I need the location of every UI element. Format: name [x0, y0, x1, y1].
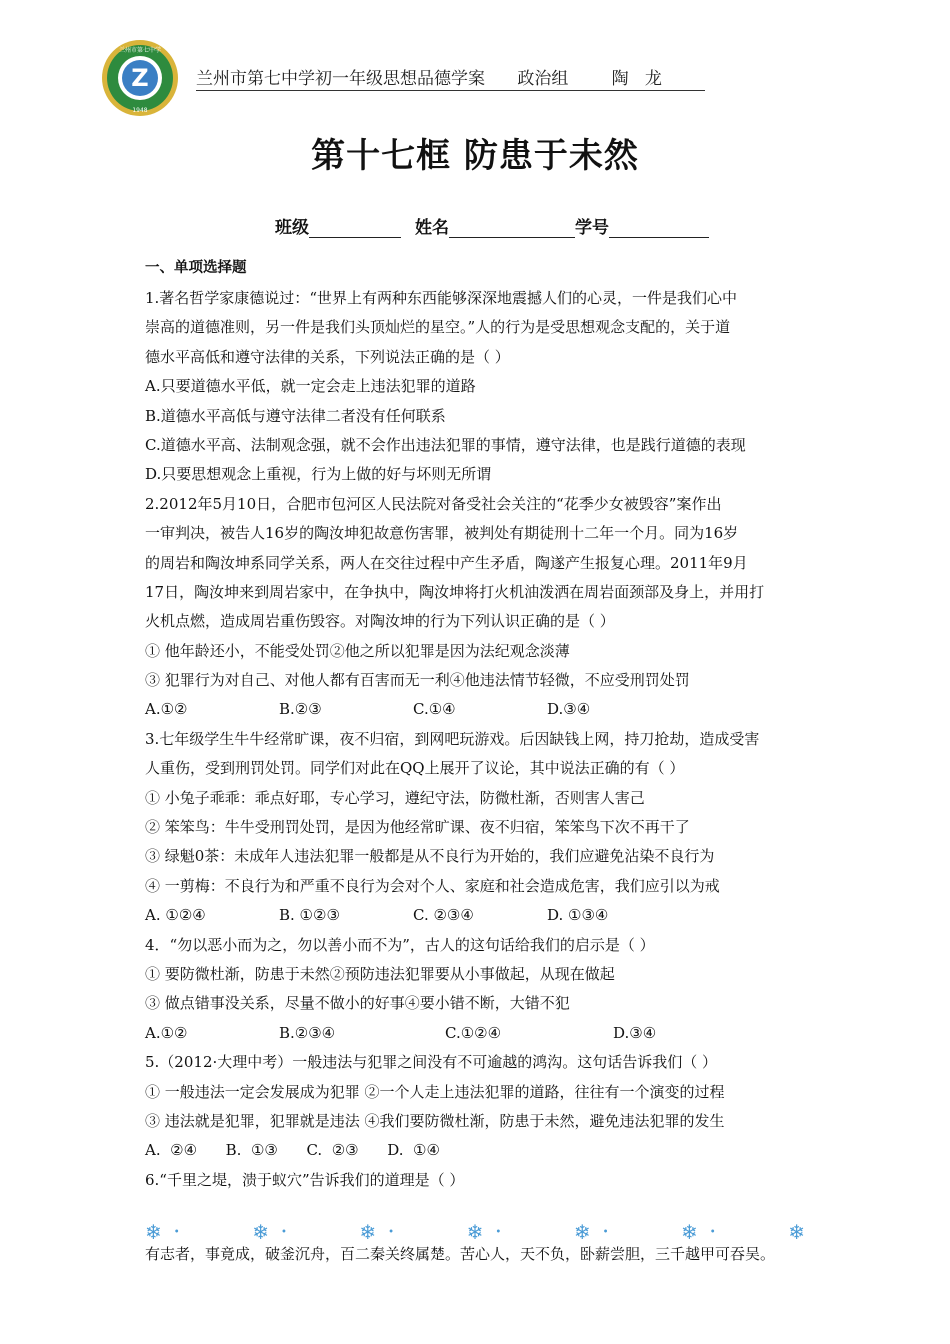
header-text: 兰州市第七中学初一年级思想品德学案 政治组 陶 龙: [196, 64, 705, 91]
logo-text: 兰州市第七中学: [118, 47, 162, 54]
statement-line: ③ 做点错事没关系，尽量不做小的好事④要小错不断，大错不犯: [145, 994, 570, 1013]
answer-options: [145, 901, 817, 930]
question-5: [145, 1048, 817, 1166]
option-b: B.②③④: [279, 1023, 336, 1042]
option-d: D. ①③④: [547, 906, 609, 925]
dot-icon: •: [709, 1226, 716, 1238]
option-c: C.①④: [413, 700, 456, 719]
snowflake-icon: ❄: [788, 1220, 805, 1244]
question-line: 火机点燃，造成周岩重伤毁容。对陶汝坤的行为下列认识正确的是（ ）: [145, 612, 615, 631]
logo-year: 1948: [132, 107, 148, 114]
option-b: B. ①②③: [279, 906, 340, 925]
option-a: A.①②: [145, 700, 188, 719]
snowflake-group: [574, 1222, 609, 1242]
question-line: 17日，陶汝坤来到周岩家中，在争执中，陶汝坤将打火机油泼洒在周岩面颈部及身上，并用打: [145, 582, 765, 601]
question-3: [145, 725, 817, 931]
option-d: D.③④: [613, 1023, 657, 1042]
snowflake-group: [788, 1222, 805, 1242]
question-4: [145, 931, 817, 1049]
question-line: 2.2012年5月10日，合肥市包河区人民法院对备受社会关注的“花季少女被毁容”案作出: [145, 494, 722, 513]
id-label: 学号: [575, 218, 609, 238]
question-2: [145, 490, 817, 725]
dot-icon: •: [280, 1226, 287, 1238]
question-line: 6.“千里之堤，溃于蚁穴”告诉我们的道理是（ ）: [145, 1170, 465, 1189]
logo-letter: Z: [131, 64, 149, 92]
statement-line: ④ 一剪梅：不良行为和严重不良行为会对个人、家庭和社会造成危害，我们应引以为戒: [145, 876, 720, 895]
option-b: B.②③: [279, 700, 322, 719]
name-blank[interactable]: [449, 219, 575, 238]
snowflake-group: [252, 1222, 287, 1242]
question-line: 德水平高低和遵守法律的关系，下列说法正确的是（ ）: [145, 347, 510, 366]
id-blank[interactable]: [609, 219, 709, 238]
option-b: B.道德水平高低与遵守法律二者没有任何联系: [145, 406, 446, 425]
snowflake-icon: ❄: [681, 1220, 698, 1244]
question-6: [145, 1166, 817, 1195]
student-info: [275, 213, 723, 238]
option-d: D.③④: [547, 700, 591, 719]
question-1: [145, 284, 817, 490]
dot-icon: •: [602, 1226, 609, 1238]
footer-motto: 有志者，事竟成，破釜沉舟，百二秦关终属楚。苦心人，天不负，卧薪尝胆，三千越甲可吞吴。: [145, 1245, 776, 1263]
question-line: 一审判决，被告人16岁的陶汝坤犯故意伤害罪，被判处有期徒刑十二年一个月。同为16岁: [145, 524, 739, 543]
question-line: 崇高的道德准则，另一件是我们头顶灿烂的星空。”人的行为是受思想观念支配的，关于道: [145, 318, 731, 337]
snowflake-group: [359, 1222, 394, 1242]
statement-line: ① 要防微杜渐，防患于未然②预防违法犯罪要从小事做起，从现在做起: [145, 964, 615, 983]
option-a: A.只要道德水平低，就一定会走上违法犯罪的道路: [145, 377, 476, 396]
question-line: 人重伤，受到刑罚处罚。同学们对此在QQ上展开了议论，其中说法正确的有（ ）: [145, 759, 685, 778]
statement-line: ③ 绿魁0茶：未成年人违法犯罪一般都是从不良行为开始的，我们应避免沾染不良行为: [145, 847, 715, 866]
snowflake-group: [681, 1222, 716, 1242]
question-line: 5.（2012·大理中考）一般违法与犯罪之间没有不可逾越的鸿沟。这句话告诉我们（ ）: [145, 1053, 718, 1072]
school-logo: [100, 38, 180, 118]
option-c: C.①②④: [445, 1023, 502, 1042]
statement-line: ① 一般违法一定会发展成为犯罪 ②一个人走上违法犯罪的道路，往往有一个演变的过程: [145, 1082, 725, 1101]
name-label: 姓名: [415, 218, 449, 238]
option-a: A. ①②④: [145, 906, 206, 925]
snowflake-icon: ❄: [145, 1220, 162, 1244]
dot-icon: •: [388, 1226, 395, 1238]
statement-line: ③ 犯罪行为对自己、对他人都有百害而无一利④他违法情节轻微，不应受刑罚处罚: [145, 671, 690, 690]
class-label: 班级: [275, 218, 309, 238]
option-c: C.道德水平高、法制观念强，就不会作出违法犯罪的事情，遵守法律，也是践行道德的表现: [145, 435, 746, 454]
question-line: 的周岩和陶汝坤系同学关系，两人在交往过程中产生矛盾，陶遂产生报复心理。2011年9月: [145, 553, 748, 572]
statement-line: ③ 违法就是犯罪，犯罪就是违法 ④我们要防微杜渐，防患于未然，避免违法犯罪的发生: [145, 1111, 725, 1130]
snowflake-icon: ❄: [573, 1220, 591, 1244]
statement-line: ① 他年龄还小，不能受处罚②他之所以犯罪是因为法纪观念淡薄: [145, 641, 570, 660]
snowflake-icon: ❄: [359, 1220, 377, 1244]
dot-icon: •: [495, 1226, 502, 1238]
answer-options: A. ②④ B. ①③ C. ②③ D. ①④: [145, 1141, 440, 1160]
option-c: C. ②③④: [413, 906, 474, 925]
snowflake-group: [145, 1222, 180, 1242]
statement-line: ② 笨笨鸟：牛牛受刑罚处罚，是因为他经常旷课、夜不归宿，笨笨鸟下次不再干了: [145, 818, 690, 837]
option-a: A.①②: [145, 1023, 188, 1042]
snowflake-icon: ❄: [466, 1220, 484, 1244]
answer-options: [145, 695, 817, 724]
class-blank[interactable]: [309, 219, 401, 238]
answer-options: [145, 1019, 817, 1048]
section-heading: 一、单项选择题: [145, 260, 247, 276]
option-d: D.只要思想观念上重视，行为上做的好与坏则无所谓: [145, 465, 492, 484]
dot-icon: •: [173, 1226, 180, 1238]
footer-decoration: [145, 1222, 805, 1242]
questions: [145, 284, 817, 1195]
question-line: 4．“勿以恶小而为之，勿以善小而不为”，古人的这句话给我们的启示是（ ）: [145, 935, 655, 954]
snowflake-group: [467, 1222, 502, 1242]
snowflake-icon: ❄: [252, 1220, 269, 1244]
statement-line: ① 小兔子乖乖：乖点好耶，专心学习，遵纪守法，防微杜渐，否则害人害己: [145, 788, 645, 807]
page-title: 第十七框 防患于未然: [311, 136, 639, 176]
question-line: 1.著名哲学家康德说过：“世界上有两种东西能够深深地震撼人们的心灵，一件是我们心中: [145, 289, 737, 307]
question-line: 3.七年级学生牛牛经常旷课，夜不归宿，到网吧玩游戏。后因缺钱上网，持刀抢劫，造成受害: [145, 729, 760, 748]
